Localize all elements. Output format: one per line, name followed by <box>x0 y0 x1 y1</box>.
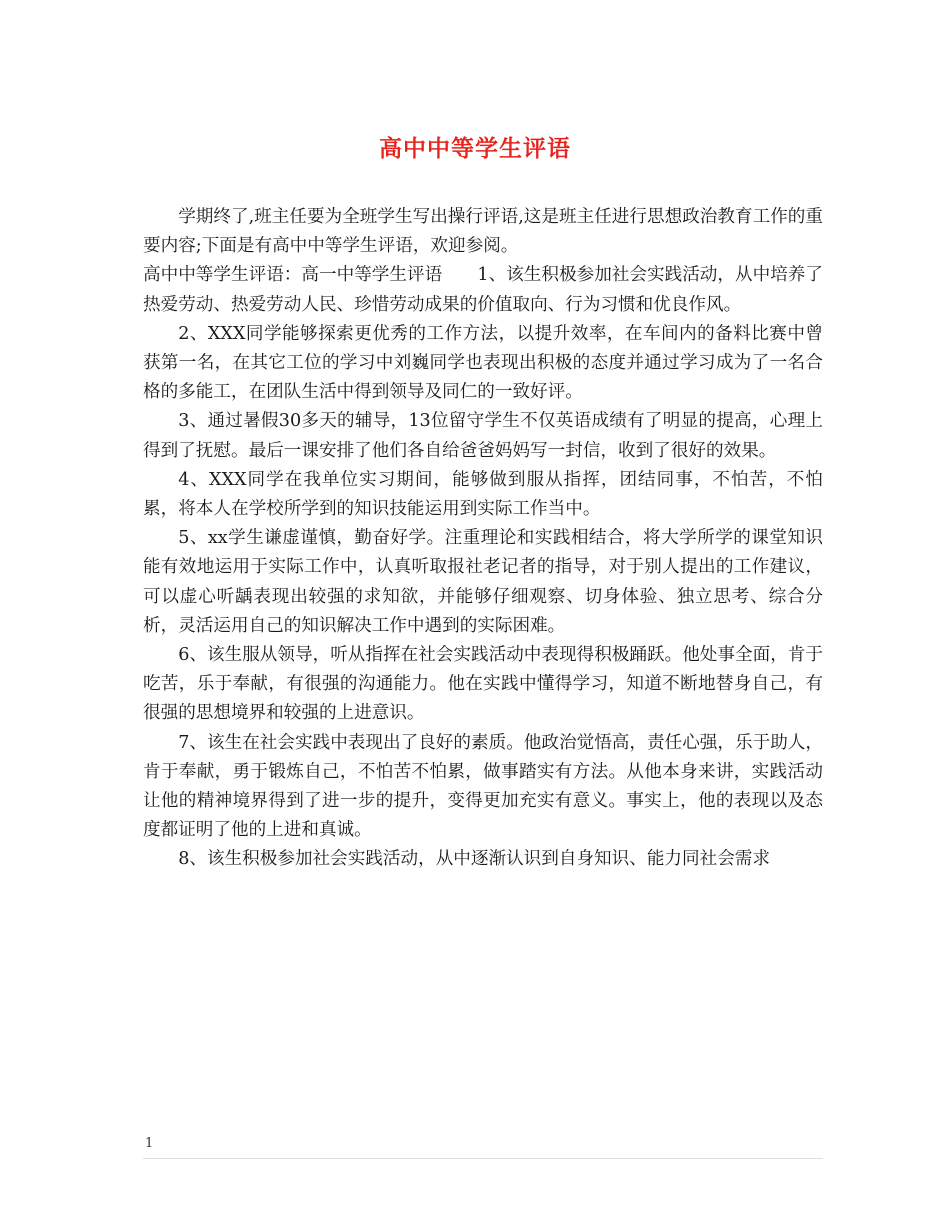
paragraph-5: 5、xx学生谦虚谨慎，勤奋好学。注重理论和实践相结合，将大学所学的课堂知识能有效地运用于实际工作中，认真听取报社老记者的指导，对于别人提出的工作建议，可以虚心听龋表现出较强的求知欲，并能够仔细观察、切身体验、独立思考、综合分析，灵活运用自己的知识解决工作中遇到的实际困难。 <box>143 528 823 636</box>
page-number: 1 <box>145 1136 154 1151</box>
footer-divider <box>143 1158 823 1159</box>
paragraph-1: 高中中等学生评语：高一中等学生评语 1、该生积极参加社会实践活动，从中培养了热爱劳动、热爱劳动人民、珍惜劳动成果的价值取向、行为习惯和优良作风。 <box>143 265 823 315</box>
paragraph-7: 7、该生在社会实践中表现出了良好的素质。他政治觉悟高，责任心强，乐于助人，肯于奉献，勇于锻炼自己，不怕苦不怕累，做事踏实有方法。从他本身来讲，实践活动让他的精神境界得到了进一步的提升，变得更加充实有意义。事实上，他的表现以及态度都证明了他的上进和真诚。 <box>143 732 823 841</box>
paragraph-intro: 学期终了,班主任要为全班学生写出操行评语,这是班主任进行思想政治教育工作的重要内容;下面是有高中中等学生评语，欢迎参阅。 <box>143 207 823 257</box>
paragraph-6: 6、该生服从领导，听从指挥在社会实践活动中表现得积极踊跃。他处事全面，肯于吃苦，乐于奉献，有很强的沟通能力。他在实践中懂得学习，知道不断地替身自己，有很强的思想境界和较强的上进意识。 <box>143 645 823 724</box>
paragraph-2: 2、XXX同学能够探索更优秀的工作方法，以提升效率，在车间内的备料比赛中曾获第一名，在其它工位的学习中刘巍同学也表现出积极的态度并通过学习成为了一名合格的多能工，在团队生活中得到领导及同仁的一致好评。 <box>143 323 823 403</box>
paragraph-4: 4、XXX同学在我单位实习期间，能够做到服从指挥，团结同事，不怕苦，不怕累，将本人在学校所学到的知识技能运用到实际工作当中。 <box>143 469 823 520</box>
paragraph-8: 8、该生积极参加社会实践活动，从中逐渐认识到自身知识、能力同社会需求 <box>178 849 770 870</box>
document-title: 高中中等学生评语 <box>379 135 571 162</box>
paragraph-3: 3、通过暑假30多天的辅导，13位留守学生不仅英语成绩有了明显的提高，心理上得到了抚慰。最后一课安排了他们各自给爸爸妈妈写一封信，收到了很好的效果。 <box>143 411 823 461</box>
document-body <box>143 203 823 875</box>
